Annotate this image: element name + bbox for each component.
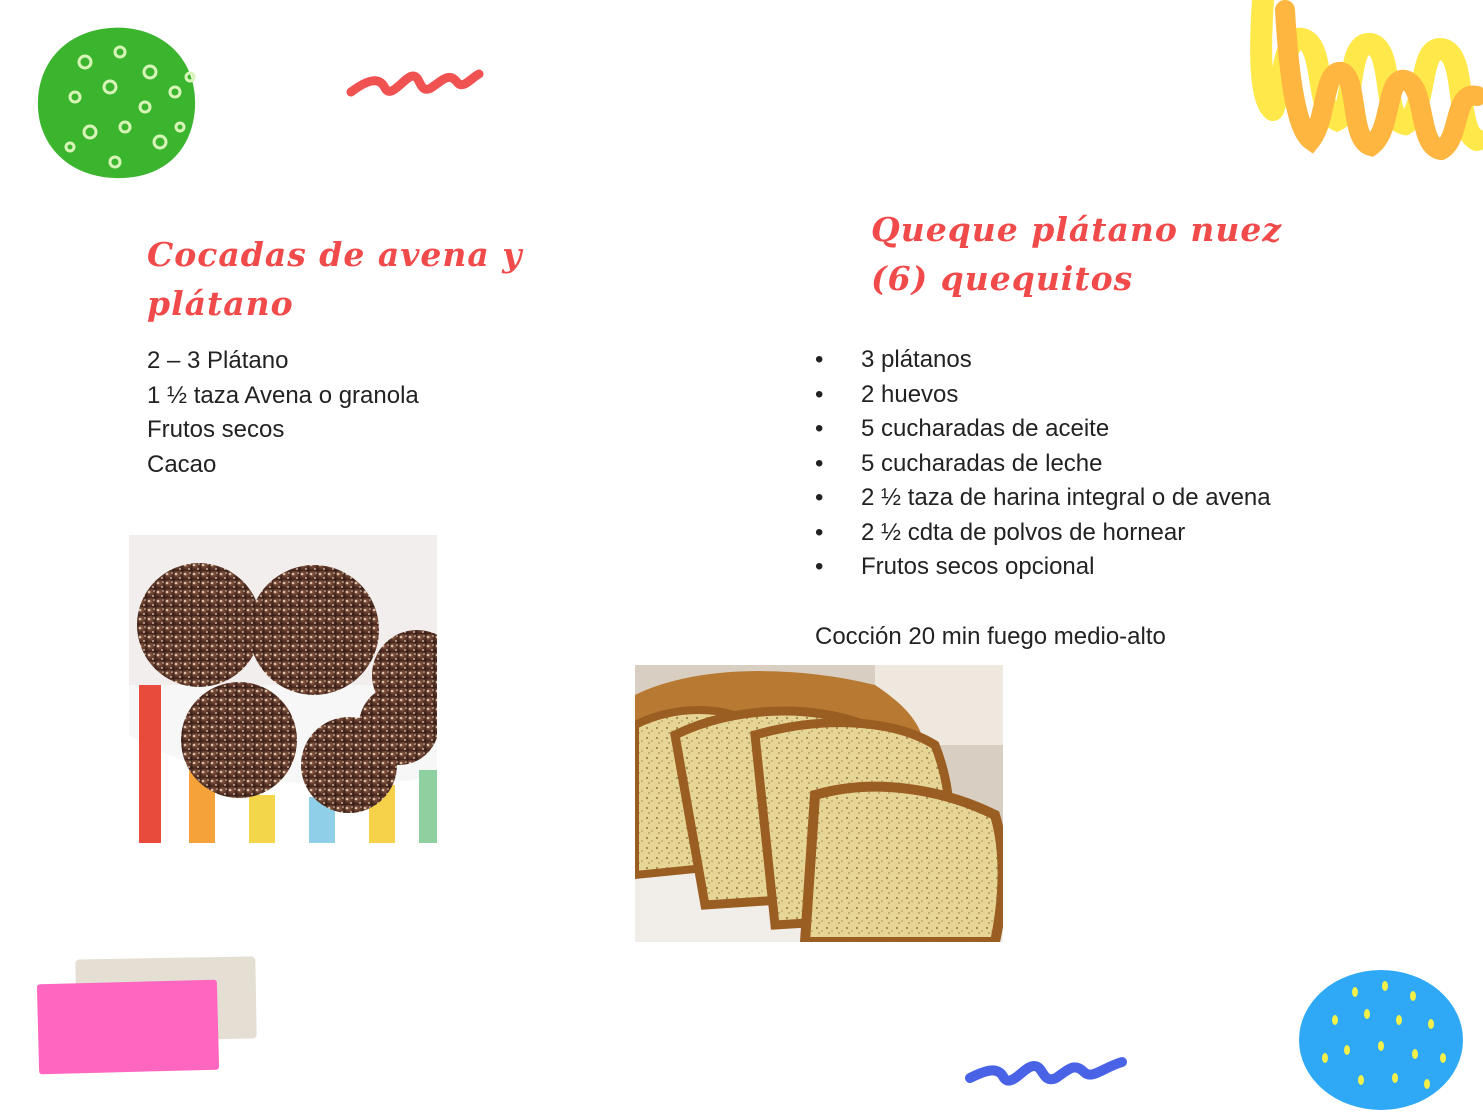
recipe-left-title-line1: Cocadas de avena y — [147, 235, 523, 274]
ingredient-text: 2 ½ cdta de polvos de hornear — [861, 518, 1186, 546]
list-item — [815, 516, 1455, 551]
bullet: • — [815, 484, 824, 511]
yellow-orange-scribble — [1245, 0, 1483, 160]
recipe-left-title — [147, 230, 647, 328]
recipe-right-title-line1: Queque plátano nuez — [871, 210, 1283, 249]
bullet: • — [815, 380, 824, 408]
bullet: • — [815, 415, 824, 442]
ingredient-text: 5 cucharadas de aceite — [861, 415, 1110, 442]
ingredient-line: Cacao — [147, 450, 217, 478]
recipe-right-title-line2: (6) quequitos — [871, 259, 1134, 298]
red-squiggle — [345, 60, 485, 105]
pink-block — [37, 980, 219, 1075]
ingredient-line: 1 ½ taza Avena o granola — [147, 381, 419, 409]
recipe-left-title-line2: plátano — [147, 284, 294, 323]
cooking-note: Cocción 20 min fuego medio-alto — [815, 623, 1166, 650]
list-item — [815, 343, 1455, 378]
ingredient-text: 3 plátanos — [861, 346, 972, 373]
list-item — [815, 412, 1455, 447]
ingredient-text: 2 huevos — [861, 380, 959, 408]
list-item — [815, 481, 1455, 516]
blue-squiggle — [962, 1048, 1132, 1093]
bullet: • — [815, 449, 824, 477]
ingredient-text: Frutos secos opcional — [861, 553, 1095, 580]
list-item — [815, 378, 1455, 413]
cocoa-oat-balls-photo — [129, 535, 437, 843]
recipe-right-ingredients — [815, 343, 1455, 585]
ingredient-text: 5 cucharadas de leche — [861, 449, 1103, 477]
ingredient-text: 2 ½ taza de harina integral o de avena — [861, 484, 1271, 511]
recipe-left-ingredients — [147, 344, 567, 482]
recipe-right-title — [871, 205, 1431, 303]
ingredient-line: Frutos secos — [147, 416, 285, 443]
bullet: • — [815, 346, 824, 373]
ingredient-list — [815, 343, 1455, 585]
ingredient-line: 2 – 3 Plátano — [147, 347, 289, 374]
blue-dotted-circle — [1295, 962, 1475, 1112]
list-item — [815, 447, 1455, 482]
list-item — [815, 550, 1455, 585]
bullet: • — [815, 518, 824, 546]
green-dotted-blob — [30, 22, 200, 187]
banana-bread-photo — [635, 665, 1003, 942]
bullet: • — [815, 553, 824, 580]
